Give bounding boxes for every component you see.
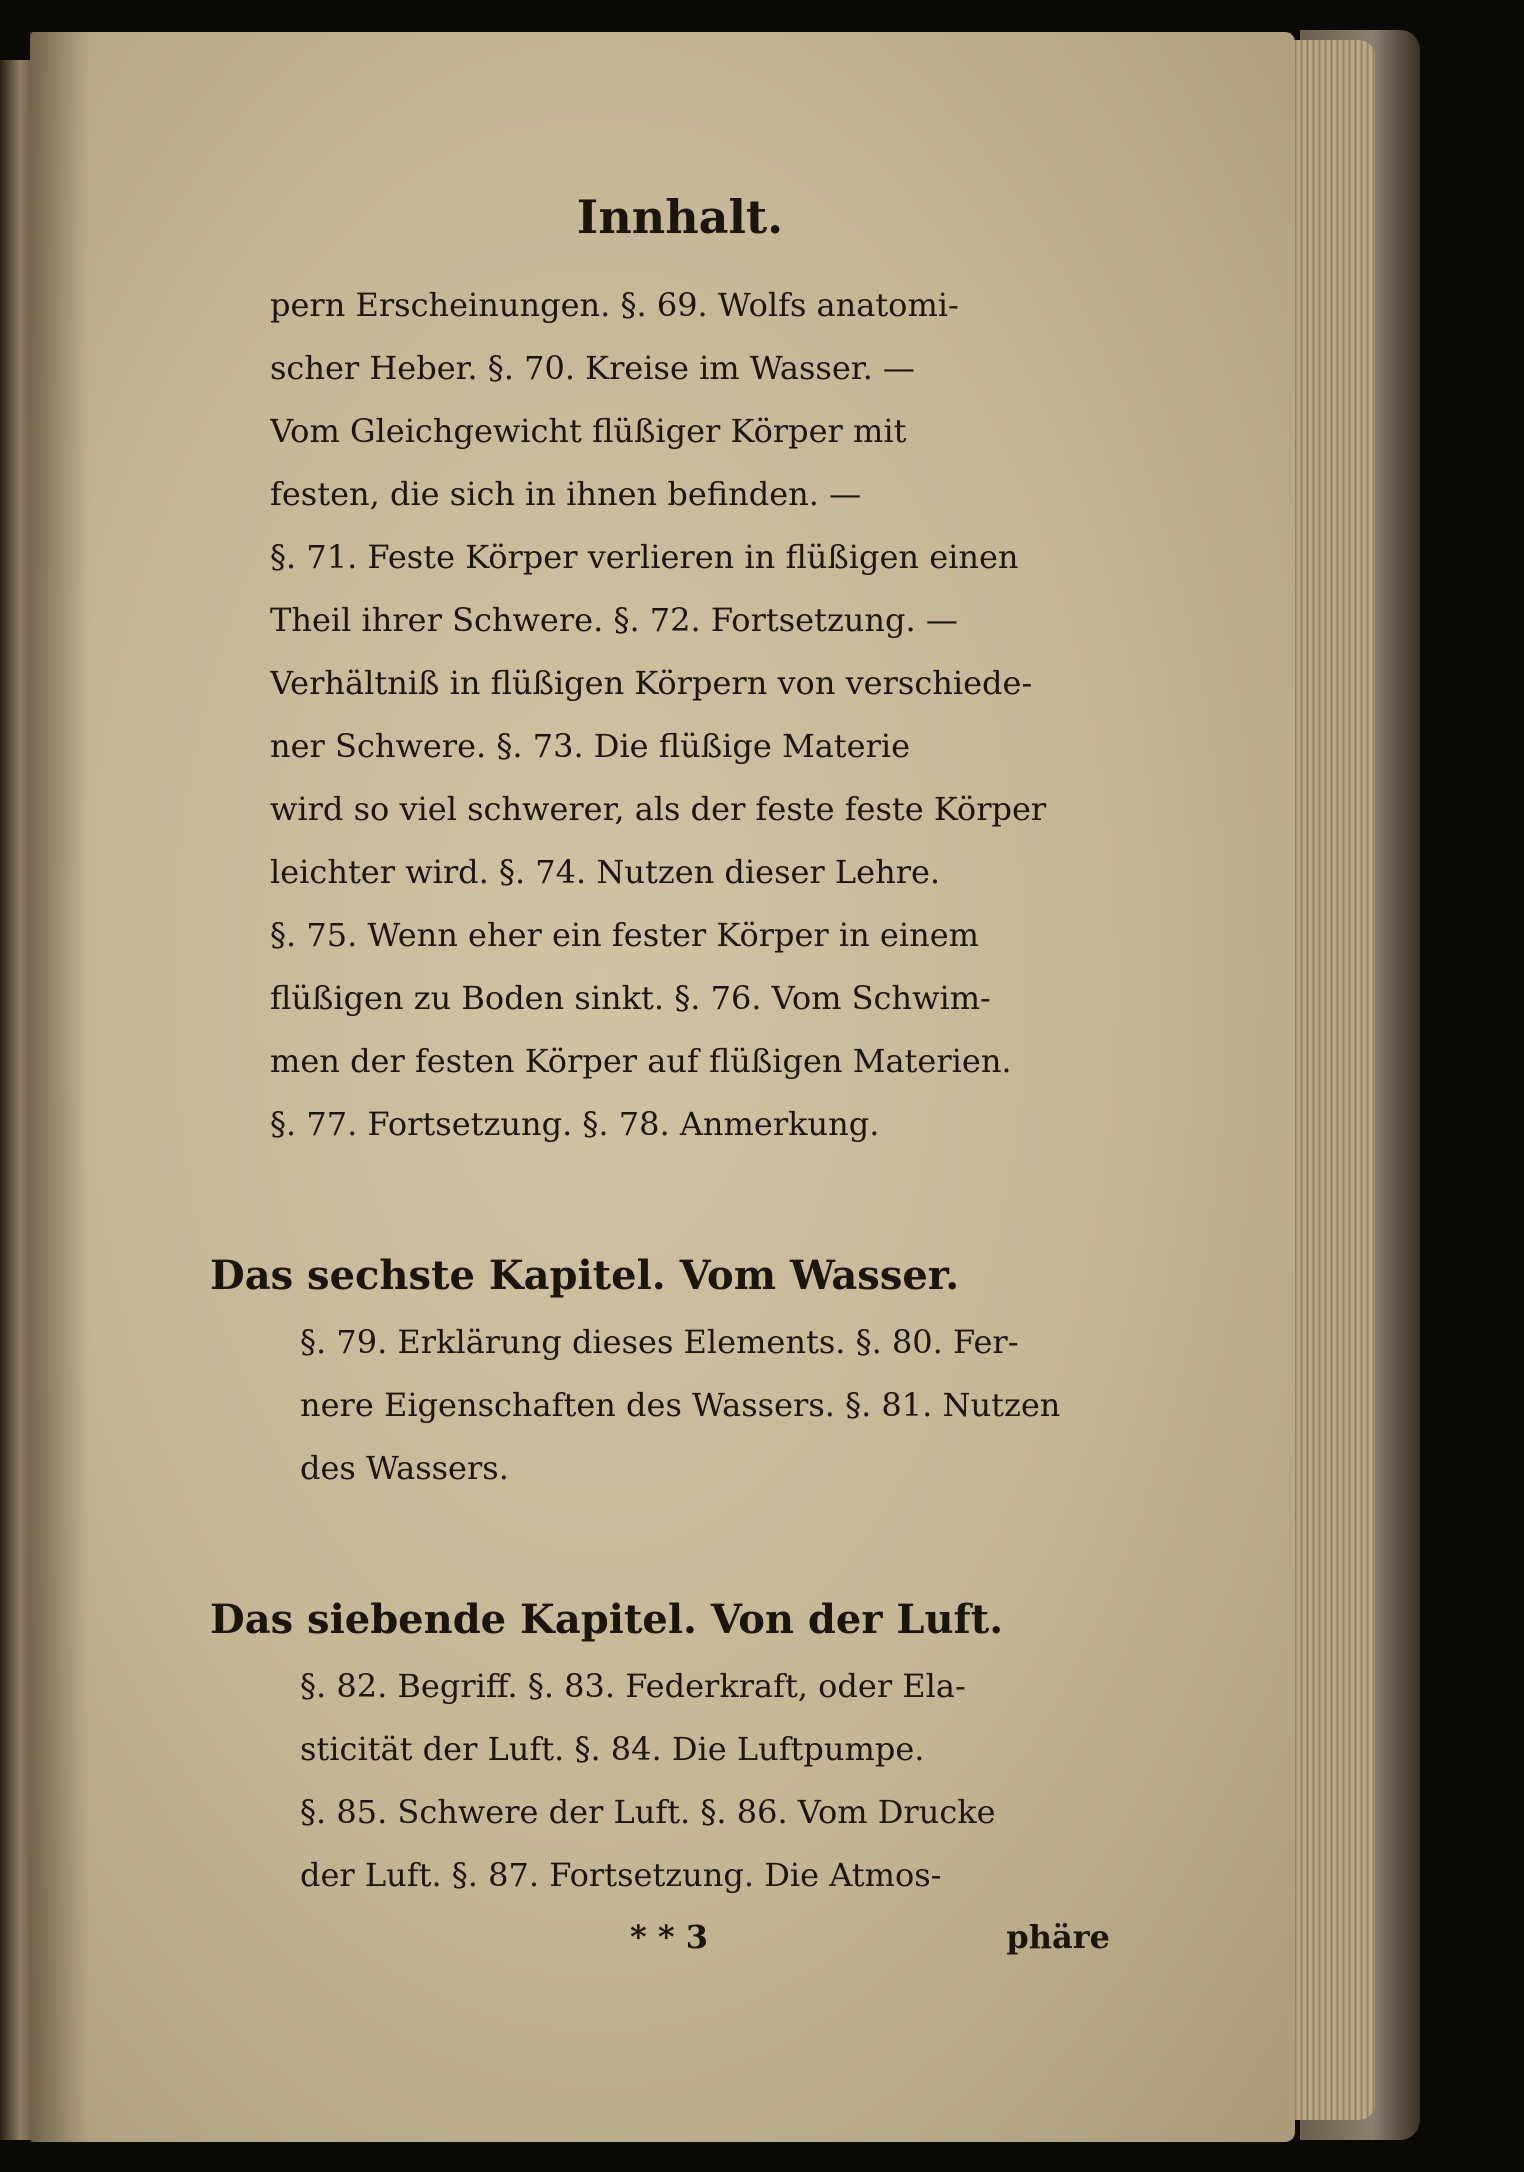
page-text <box>210 170 1110 1967</box>
text-line: sticität der Luft. §. 84. Die Luftpumpe. <box>300 1730 925 1768</box>
text-line: leichter wird. §. 74. Nutzen dieser Lehre. <box>270 853 941 891</box>
text-line: scher Heber. §. 70. Kreise im Wasser. — <box>270 349 915 387</box>
running-head: Innhalt. <box>576 190 784 244</box>
text-line: der Luft. §. 87. Fortsetzung. Die Atmos- <box>300 1856 942 1894</box>
text-line: flüßigen zu Boden sinkt. §. 76. Vom Schwim- <box>270 979 991 1017</box>
text-line: ner Schwere. §. 73. Die flüßige Materie <box>270 727 911 765</box>
text-line: Verhältniß in flüßigen Körpern von verschiede- <box>270 664 1033 702</box>
chapter-seven-entry <box>210 1585 1090 1907</box>
text-line: §. 85. Schwere der Luft. §. 86. Vom Drucke <box>300 1793 996 1831</box>
text-line: pern Erscheinungen. §. 69. Wolfs anatomi- <box>270 286 959 324</box>
text-line: festen, die sich in ihnen befinden. — <box>270 475 862 513</box>
text-line: §. 79. Erklärung dieses Elements. §. 80. Fer- <box>300 1323 1019 1361</box>
text-line: Theil ihrer Schwere. §. 72. Fortsetzung. — <box>270 601 958 639</box>
text-line: §. 77. Fortsetzung. §. 78. Anmerkung. <box>270 1105 880 1143</box>
text-line: §. 82. Begriff. §. 83. Federkraft, oder Ela- <box>300 1667 966 1705</box>
text-line: men der festen Körper auf flüßigen Materien. <box>270 1042 1012 1080</box>
catchword: phäre <box>1006 1918 1110 1956</box>
signature-mark: * * 3 <box>630 1918 709 1956</box>
intro-paragraph <box>270 274 1090 1156</box>
page-gutter-shadow <box>30 32 90 2142</box>
text-line: §. 71. Feste Körper verlieren in flüßigen einen <box>270 538 1019 576</box>
text-line: Vom Gleichgewicht flüßiger Körper mit <box>270 412 907 450</box>
text-line: des Wassers. <box>300 1449 509 1487</box>
chapter-heading: Das siebende Kapitel. Von der Luft. <box>210 1596 1004 1643</box>
text-line: §. 75. Wenn eher ein fester Körper in einem <box>270 916 979 954</box>
text-line: nere Eigenschaften des Wassers. §. 81. Nutzen <box>300 1386 1061 1424</box>
text-line: wird so viel schwerer, als der feste feste Körper <box>270 790 1047 828</box>
page-footer <box>270 1907 1110 1967</box>
chapter-six-entry <box>210 1241 1090 1500</box>
chapter-heading: Das sechste Kapitel. Vom Wasser. <box>210 1252 960 1299</box>
